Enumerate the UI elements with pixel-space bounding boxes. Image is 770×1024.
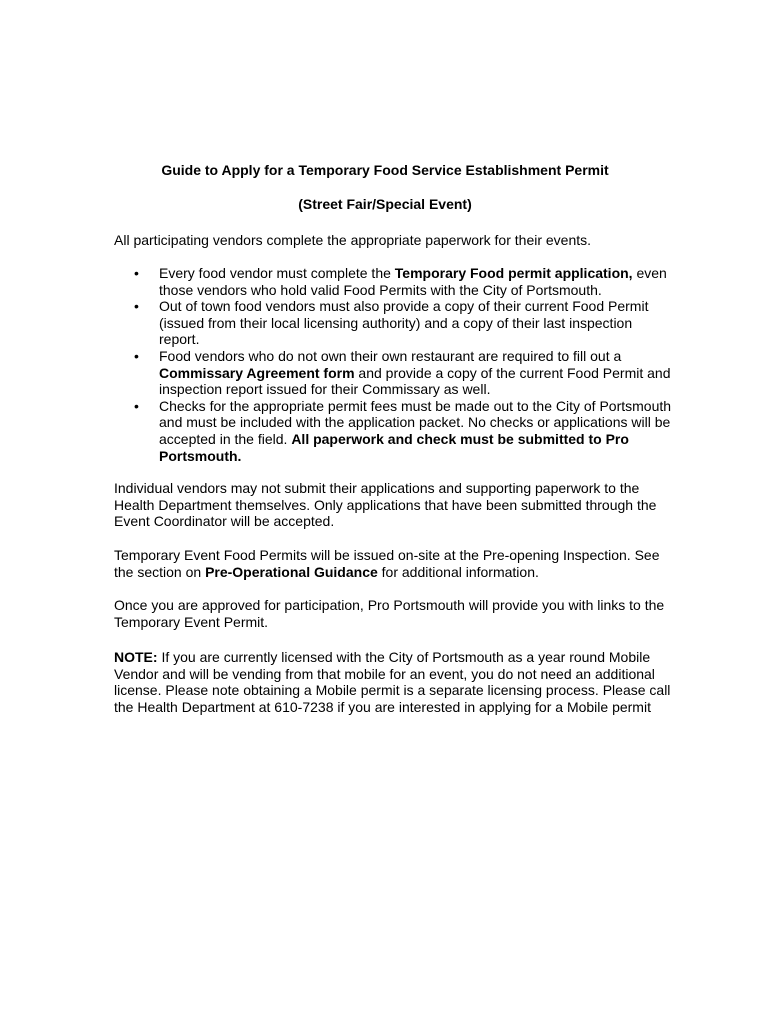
bullet-bold-text: Temporary Food permit application, (394, 265, 633, 281)
note-paragraph (114, 649, 674, 715)
bullet-text: Checks for the appropriate permit fees must be made out to the City of Portsmouth and must be included with the application packet. No checks or applications will be accepted in the field. (159, 397, 672, 447)
note-label: NOTE: (114, 649, 158, 665)
bullet-icon: • (134, 347, 139, 364)
paragraph-bold-text: Pre-Operational Guidance (205, 563, 378, 580)
paragraph-text: for additional information. (377, 563, 539, 580)
bullet-text: even those vendors who hold valid Food Permits with the City of Portsmouth. (159, 265, 667, 298)
paragraph-text: Temporary Event Food Permits will be issued on-site at the Pre-opening Inspection. See the section on (114, 547, 660, 580)
bullet-text: Food vendors who do not own their own restaurant are required to fill out a (159, 347, 622, 364)
document-title: Guide to Apply for a Temporary Food Service Establishment Permit (161, 162, 609, 178)
list-item (114, 398, 674, 464)
bullet-text: and provide a copy of the current Food Permit and inspection report issued for their Commissary as well. (159, 364, 671, 398)
intro-paragraph: All participating vendors complete the appropriate paperwork for their events. (114, 232, 592, 248)
requirements-list (114, 265, 674, 464)
temporary-permits-paragraph (114, 547, 674, 580)
bullet-icon: • (134, 265, 139, 281)
bullet-icon: • (134, 397, 139, 414)
note-text: If you are currently licensed with the City of Portsmouth as a year round Mobile Vendor and will be vending from that mobile for an event, you do not need an additional license. Please note obtaining a Mobile permit is a separate licensing process. Please call the Health Department at 610-7238 if you are interested in applying for a Mobile permit (114, 649, 671, 715)
bullet-icon: • (134, 298, 139, 315)
individual-vendors-paragraph: Individual vendors may not submit their applications and supporting paperwork to the Health Department themselves. Only applications that have been submitted through the Event Coordinator will be accepted. (114, 480, 657, 530)
approved-paragraph: Once you are approved for participation, Pro Portsmouth will provide you with links to the Temporary Event Permit. (114, 597, 665, 630)
list-item (114, 298, 674, 348)
list-item (114, 348, 674, 398)
bullet-text: Every food vendor must complete the (159, 265, 395, 281)
bullet-text: Out of town food vendors must also provide a copy of their current Food Permit (issued from their local licensing authority) and a copy of their last inspection report. (159, 298, 649, 348)
list-item (114, 265, 674, 298)
bullet-bold-text: All paperwork and check must be submitted to Pro Portsmouth. (159, 430, 629, 464)
document-subtitle: (Street Fair/Special Event) (298, 196, 472, 212)
bullet-bold-text: Commissary Agreement form (159, 364, 355, 381)
